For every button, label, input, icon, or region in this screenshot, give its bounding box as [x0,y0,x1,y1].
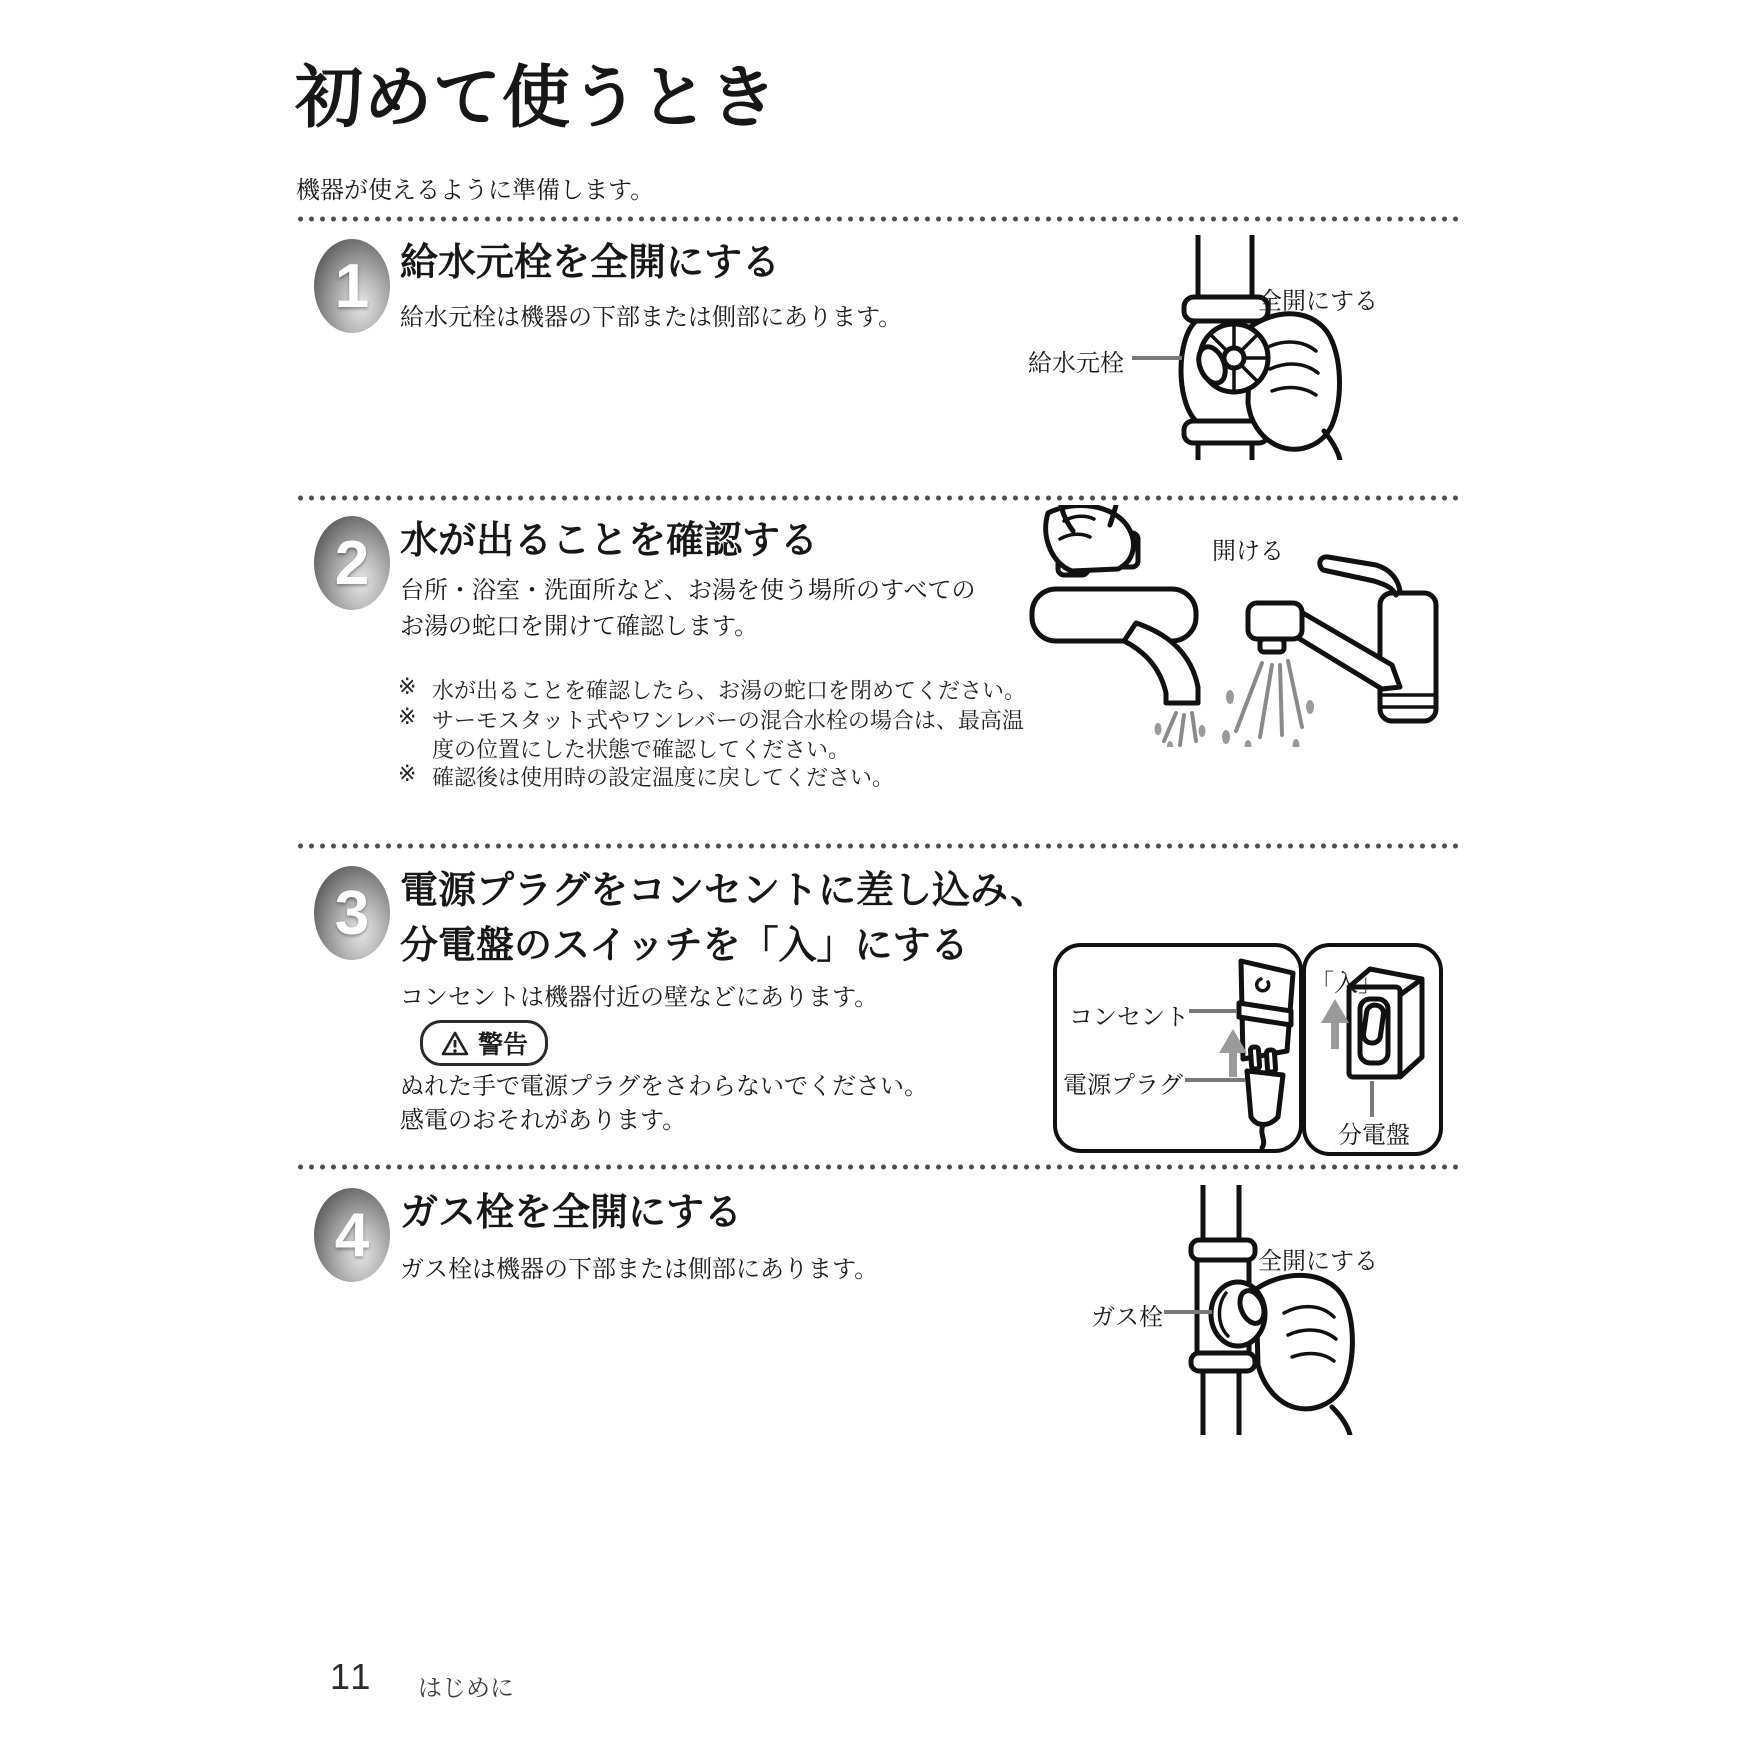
breaker-leader-line [1370,1081,1374,1117]
note-text: 確認後は使用時の設定温度に戻してください。 [432,765,895,790]
plug-label: 電源プラグ [1063,1072,1183,1099]
outlet-leader-line [1189,1009,1237,1013]
step1-part-label: 給水元栓 [1028,350,1124,377]
dotted-divider [295,843,1462,849]
page-number: 11 [330,1656,374,1697]
breaker-board-label: 分電盤 [1338,1122,1410,1149]
warning-text-line1: ぬれた手で電源プラグをさわらないでください。 [400,1073,928,1100]
footer-section-label: はじめに [418,1675,514,1702]
faucets-illustration-art [930,505,1460,747]
page-title: 初めて使うとき [295,60,779,136]
step2-number-badge [314,516,390,610]
step3-number: 3 [334,878,370,948]
step3-number-badge [314,866,390,960]
note-text: 水が出ることを確認したら、お湯の蛇口を閉めてください。 [432,678,1027,703]
step2-title: 水が出ることを確認する [400,520,819,562]
step4-illustration [1080,1185,1460,1435]
dotted-divider [295,216,1462,222]
warning-title: 警告 [477,1031,528,1059]
dotted-divider [295,495,1462,501]
step3-title-line2: 分電盤のスイッチを「入」にする [400,925,969,967]
step1-number-badge [314,239,390,333]
step1-body: 給水元栓は機器の下部または側部にあります。 [400,304,903,331]
warning-triangle-icon [440,1030,470,1057]
dotted-divider [295,1164,1462,1170]
step3-title-line1: 電源プラグをコンセントに差し込み、 [400,870,1049,912]
step2-body-line1: 台所・浴室・洗面所など、お湯を使う場所のすべての [400,577,976,604]
warning-text-line2: 感電のおそれがあります。 [400,1107,687,1134]
warning-badge [420,1020,548,1066]
plug-leader-line [1185,1078,1245,1082]
note-marker: ※ [398,704,417,729]
step2-body-line2: お湯の蛇口を開けて確認します。 [400,613,759,640]
step4-title: ガス栓を全開にする [400,1192,743,1234]
step2-number: 2 [334,528,370,598]
step1-illustration [1020,235,1460,460]
page-subtitle: 機器が使えるように準備します。 [296,177,655,204]
note-text: サーモスタット式やワンレバーの混合水栓の場合は、最高温 [432,708,1024,733]
step2-note [398,733,850,764]
step2-note [398,761,894,792]
step4-body: ガス栓は機器の下部または側部にあります。 [400,1256,879,1283]
step4-number-badge [314,1188,390,1282]
outlet-label: コンセント [1069,1004,1189,1031]
step1-leader-line [1132,356,1182,360]
outlet-panel [1053,943,1303,1153]
note-marker [398,733,432,764]
note-marker: ※ [398,761,417,786]
step4-leader-line [1164,1310,1212,1314]
step4-action-label: 全開にする [1258,1248,1378,1275]
breaker-on-label: 「入」 [1310,970,1382,997]
note-text: 度の位置にした状態で確認してください。 [432,737,851,762]
step1-action-label: 全開にする [1258,288,1378,315]
step2-illustration [930,505,1460,747]
breaker-panel [1302,943,1443,1156]
step1-title: 給水元栓を全開にする [400,242,781,284]
step1-number: 1 [334,251,370,321]
outlet-plug-art [1057,947,1299,1149]
step3-body: コンセントは機器付近の壁などにあります。 [400,984,879,1011]
note-marker: ※ [398,674,417,699]
step4-number: 4 [334,1200,370,1270]
step4-part-label: ガス栓 [1091,1304,1163,1331]
step2-action-label: 開ける [1212,538,1284,565]
